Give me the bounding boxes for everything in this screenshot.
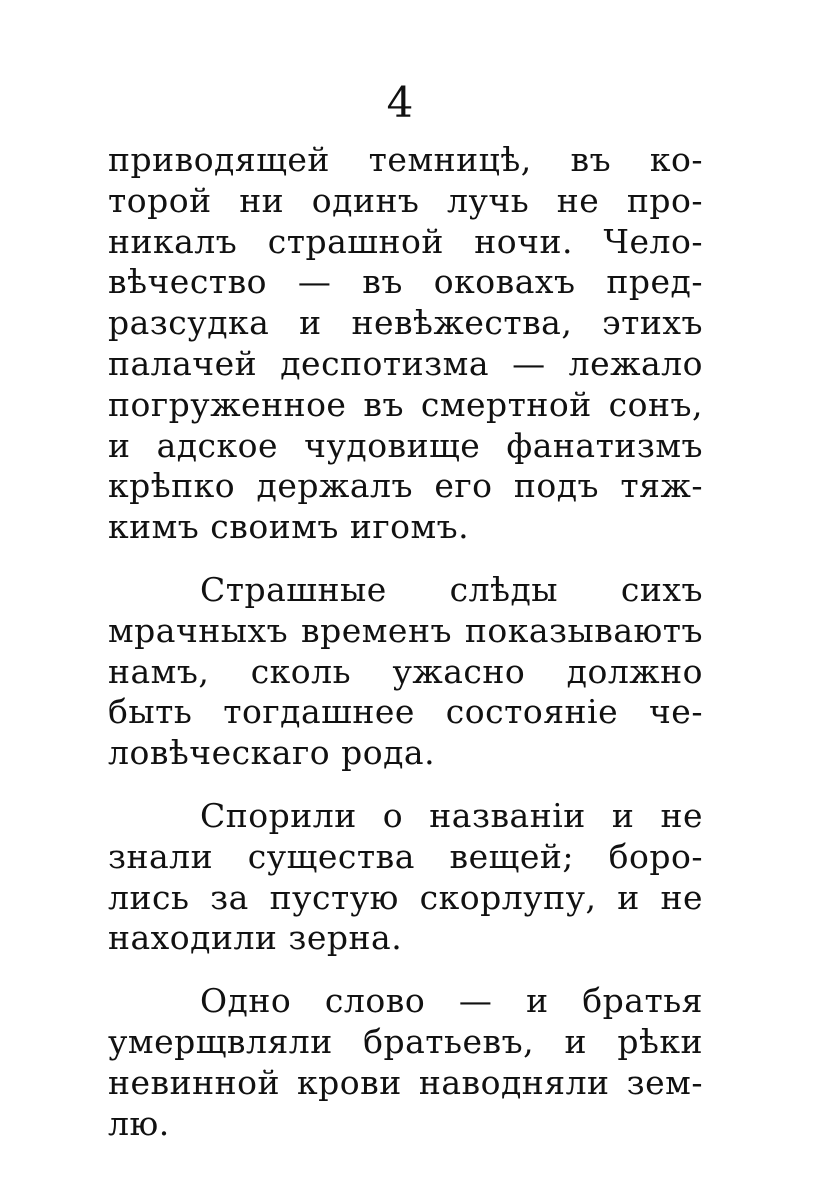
text-line: умерщвляли братьевъ, и рѣки bbox=[108, 1021, 703, 1061]
text-line: приводящей темницѣ, въ ко- bbox=[108, 140, 703, 179]
text-line: знали существа вещей; боро- bbox=[108, 836, 703, 876]
text-line: намъ, сколь ужасно должно bbox=[108, 651, 703, 691]
paragraph-3 bbox=[108, 796, 703, 959]
text-line: находили зерна. bbox=[108, 918, 403, 958]
text-line: Одно слово — и братья bbox=[200, 981, 703, 1021]
paragraph-1 bbox=[108, 140, 703, 548]
text-line: кимъ своимъ игомъ. bbox=[108, 507, 470, 547]
text-line: невинной крови наводняли зем- bbox=[108, 1062, 703, 1102]
text-line: вѣчество — въ оковахъ пред- bbox=[108, 262, 703, 302]
text-line: палачей деспотизма — лежало bbox=[108, 343, 703, 383]
text-line: разсудка и невѣжества, этихъ bbox=[108, 303, 703, 343]
text-line: и адское чудовище фанатизмъ bbox=[108, 425, 703, 465]
text-line: погруженное въ смертной сонъ, bbox=[108, 384, 703, 424]
paragraph-2 bbox=[108, 570, 703, 774]
text-line: никалъ страшной ночи. Чело- bbox=[108, 221, 703, 261]
text-line: ловѣческаго рода. bbox=[108, 733, 436, 773]
paragraph-4 bbox=[108, 981, 703, 1144]
text-line: мрачныхъ временъ показываютъ bbox=[108, 610, 703, 650]
text-line: Спорили о названіи и не bbox=[200, 795, 703, 835]
text-line: лись за пустую скорлупу, и не bbox=[108, 877, 703, 917]
text-line: Страшные слѣды сихъ bbox=[200, 569, 703, 609]
text-line: крѣпко держалъ его подъ тяж- bbox=[108, 466, 703, 506]
text-line: торой ни одинъ лучь не про- bbox=[108, 180, 703, 220]
text-line: быть тогдашнее состояніе че- bbox=[108, 692, 703, 732]
text-line: лю. bbox=[108, 1103, 170, 1143]
body-text bbox=[108, 140, 703, 1166]
page-number: 4 bbox=[386, 78, 414, 127]
